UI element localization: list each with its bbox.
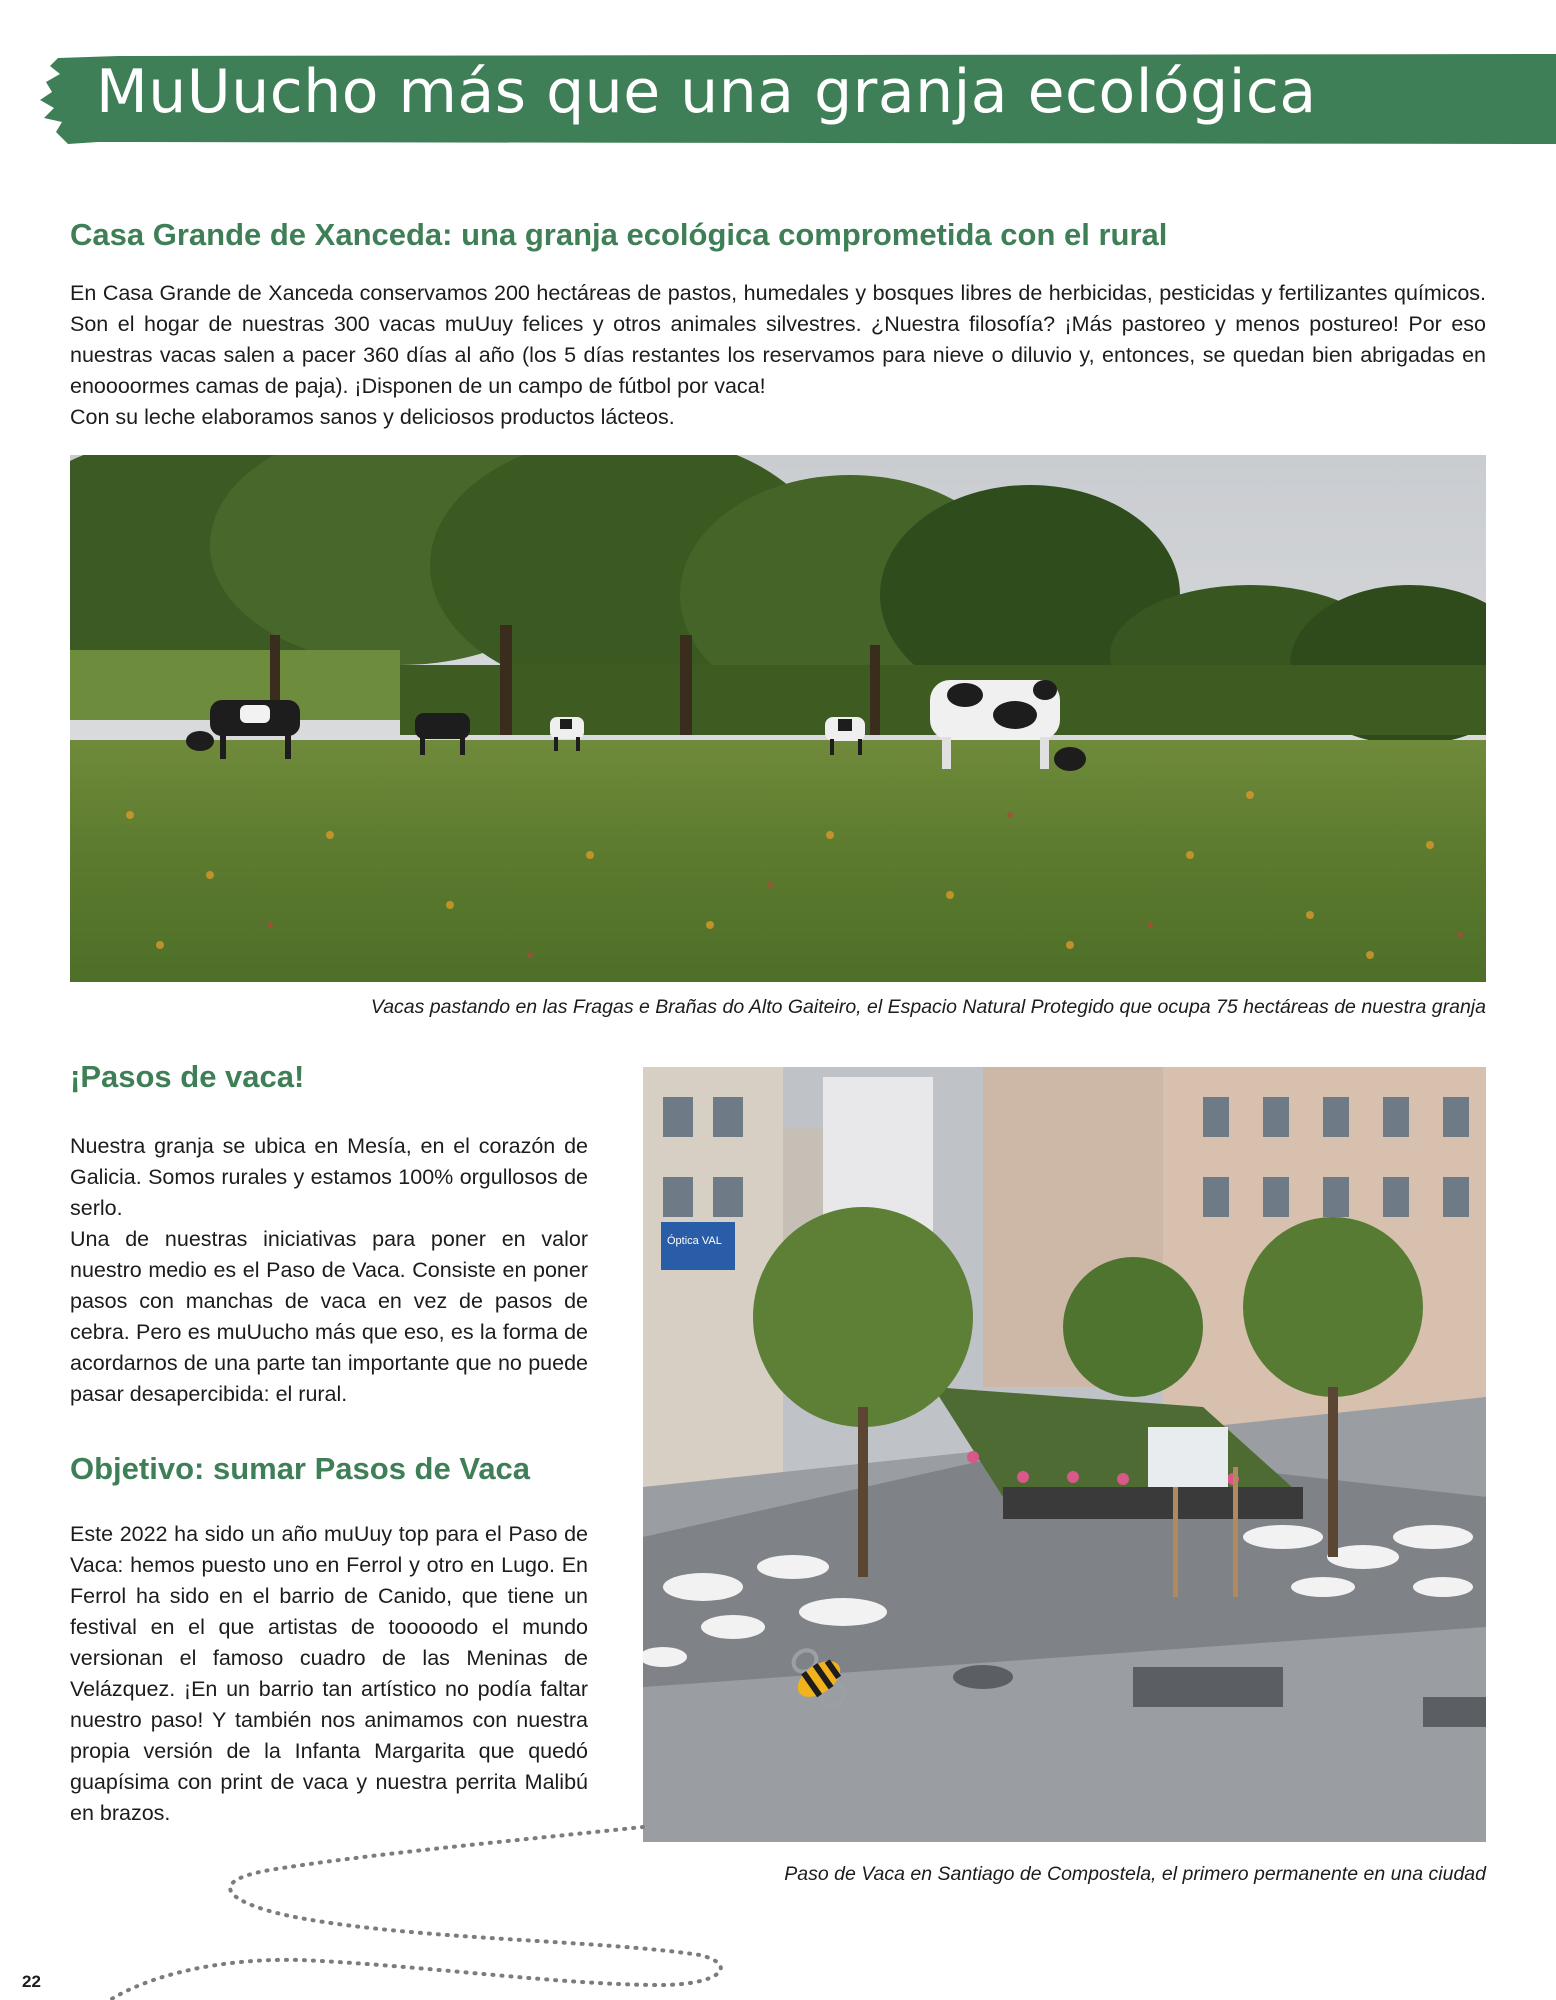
pasos-text: Nuestra granja se ubica en Mesía, en el corazón de Galicia. Somos rurales y estamos 100% orgullosos de serlo. [70, 1134, 588, 1220]
intro-text-2: Con su leche elaboramos sanos y deliciosos productos lácteos. [70, 405, 675, 429]
section-heading-pasos-de-vaca: ¡Pasos de vaca! [70, 1059, 305, 1094]
meadow-photo-caption: Vacas pastando en las Fragas e Brañas do Alto Gaiteiro, el Espacio Natural Protegido que ocupa 75 hectáreas de nuestra granja [370, 996, 1486, 1018]
page-number: 22 [22, 1972, 41, 1991]
objetivo-text: Este 2022 ha sido un año muUuy top para el Paso de Vaca: hemos puesto uno en Ferrol y otro en Lugo. En Ferrol ha sido en el barrio de Canido, que tiene un festival en el que artistas de tooooodo el mundo versionan el famoso cuadro de las Meninas de Velázquez. ¡En un barrio tan artístico no podía faltar nuestro paso! Y también nos animamos con nuestra propia versión de la Infanta Margarita que quedó guapísima con print de vaca y nuestra perrita Malibú en brazos. [70, 1522, 588, 1825]
section-heading-objetivo: Objetivo: sumar Pasos de Vaca [70, 1451, 531, 1486]
shop-sign-text: Óptica VAL [667, 1235, 722, 1247]
section-heading-casa-grande: Casa Grande de Xanceda: una granja ecológica comprometida con el rural [70, 217, 1168, 252]
street-photo-caption: Paso de Vaca en Santiago de Compostela, el primero permanente en una ciudad [784, 1863, 1486, 1885]
intro-text: En Casa Grande de Xanceda conservamos 200 hectáreas de pastos, humedales y bosques libres de herbicidas, pesticidas y fertilizantes químicos. Son el hogar de nuestras 300 vacas muUuy felices y otros animales silvestres. ¿Nuestra filosofía? ¡Más pastoreo y menos postureo! Por eso nuestras vacas salen a pacer 360 días al año (los 5 días restantes los reservamos para nieve o diluvio y, entonces, se quedan bien abrigadas en enoooormes camas de paja). ¡Disponen de un campo de fútbol por vaca! [70, 281, 1486, 398]
pasos-text-2: Una de nuestras iniciativas para poner en valor nuestro medio es el Paso de Vaca. Consiste en poner pasos con manchas de vaca en vez de pasos de cebra. Pero es muUucho más que eso, es la forma de acordarnos de una parte tan importante que no puede pasar desapercibida: el rural. [70, 1227, 588, 1406]
page-title: MuUucho más que una granja ecológica [96, 57, 1317, 127]
